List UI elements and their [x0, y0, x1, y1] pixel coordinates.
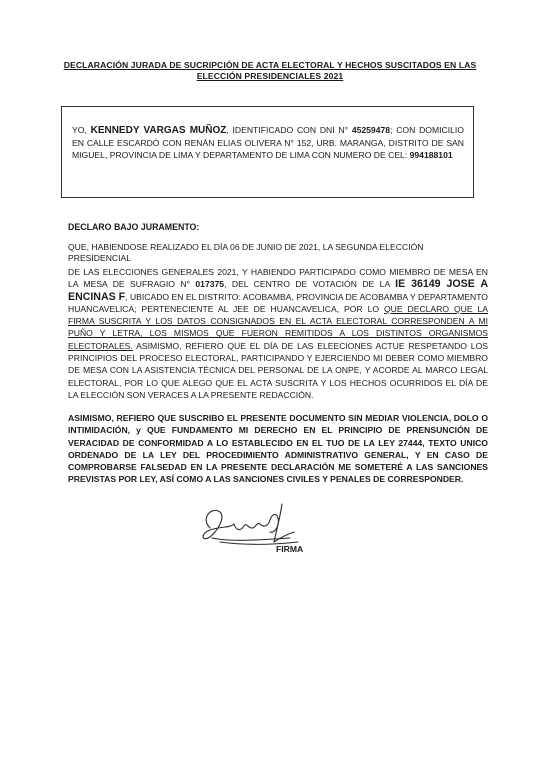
dni-label: , IDENTIFICADO CON DNI N°	[226, 125, 352, 135]
details-part-3: , UBICADO EN EL DISTRITO: ACOBAMBA, PROVINCIA DE ACOBAMBA Y DEPARTAMENTO HUANCAVELICA; PERTENECIENTE AL JEE DE HUANCAVELICA, POR LO	[68, 291, 488, 314]
underlined-declaration: QUE DECLARO QUE LA FIRMA SUSCRITA Y LOS DATOS CONSIGNADOS EN EL ACTA ELECTORAL CORRESPONDEN A MI PUÑO Y LETRA, LOS MISMOS QUE FUERON REMITIDOS A LOS DISTINTOS ORGANISMOS ELECTORALES.	[68, 303, 489, 351]
details-part-1: DE LAS ELECCIONES GENERALES 2021, Y HABIENDO PARTICIPADO COMO MIEMBRO DE MESA EN LA MESA DE SUFRAGIO N°	[68, 267, 488, 290]
phone-number: 994188101	[409, 150, 453, 160]
paragraph-details	[68, 266, 488, 401]
title-line-1: DECLARACIÓN JURADA DE SUCRIPCIÓN DE ACTA ELECTORAL Y HECHOS SUSCITADOS EN LAS	[63, 60, 477, 70]
mesa-number: 017375	[195, 279, 225, 290]
dni-number: 45259478	[351, 125, 391, 135]
voting-center: IE 36149 JOSE A ENCINAS F	[68, 278, 488, 303]
document-title	[60, 60, 480, 82]
declarant-name: KENNEDY VARGAS MUÑOZ	[90, 125, 227, 136]
id-prefix: YO,	[72, 125, 91, 135]
address-text: ; CON DOMICILIO EN CALLE ESCARDÓ CON RENÁN ELIAS OLIVERA N° 152, URB. MARANGA, DISTRITO DE SAN MIGUEL, PROVINCIA DE LIMA Y DEPARTAMENTO DE LIMA CON NUMERO DE CEL:	[72, 125, 464, 160]
title-line-2: ELECCIÓN PRESIDENCIALES 2021	[196, 71, 344, 81]
signature-label: FIRMA	[276, 544, 304, 554]
declaration-heading: DECLARO BAJO JURAMENTO:	[68, 222, 200, 232]
paragraph-legal: ASIMISMO, REFIERO QUE SUSCRIBO EL PRESENTE DOCUMENTO SIN MEDIAR VIOLENCIA, DOLO O INTIMIDACIÓN, y QUE FUNDAMENTO MI DERECHO EN EL PRINCIPIO DE PRENSUNCIÓN DE VERACIDAD DE CONFORMIDAD A LO ESTABLECIDO EN EL TUO DE LA LEY 27444, TEXTO UNICO ORDENADO DE LA LEY DEL PROCEDIMIENTO ADMINISTRATIVO GENERAL, Y EN CASO DE COMPROBARSE FALSEDAD EN LA PRESENTE DECLARACIÓN ME SOMETERÉ A LAS SANCIONES PREVISTAS POR LEY, ASÍ COMO A LAS SANCIONES CIVILES Y PENALES DE CORRESPONDER.	[68, 413, 488, 485]
paragraph-election-date: QUE, HABIENDOSE REALIZADO EL DÍA 06 DE JUNIO DE 2021, LA SEGUNDA ELECCIÓN PRESIDENCIAL	[68, 242, 424, 263]
details-part-4: ASIMISMO, REFIERO QUE EL DÍA DE LAS ELEECIONES ACTUE RESPETANDO LOS PRINCIPIOS DEL PROCESO ELECTORAL, PARTICIPANDO Y EJERCIENDO MI DEBER COMO MIEMBRO DE MESA CON LA ASISTENCIA TÉCNICA DEL PERSONAL DE LA ONPE, Y ACORDE AL MARCO LEGAL ELECTORAL, POR LO QUE ALEGO QUE EL ACTA SUSCRITA Y LOS HECHOS OCURRIDOS EL DÍA DE LA ELECCIÓN SON VERACES A LA PRESENTE REDACCIÓN.	[68, 340, 488, 400]
details-part-2: , DEL CENTRO DE VOTACIÓN DE LA	[224, 279, 396, 290]
identification-text	[72, 124, 464, 161]
